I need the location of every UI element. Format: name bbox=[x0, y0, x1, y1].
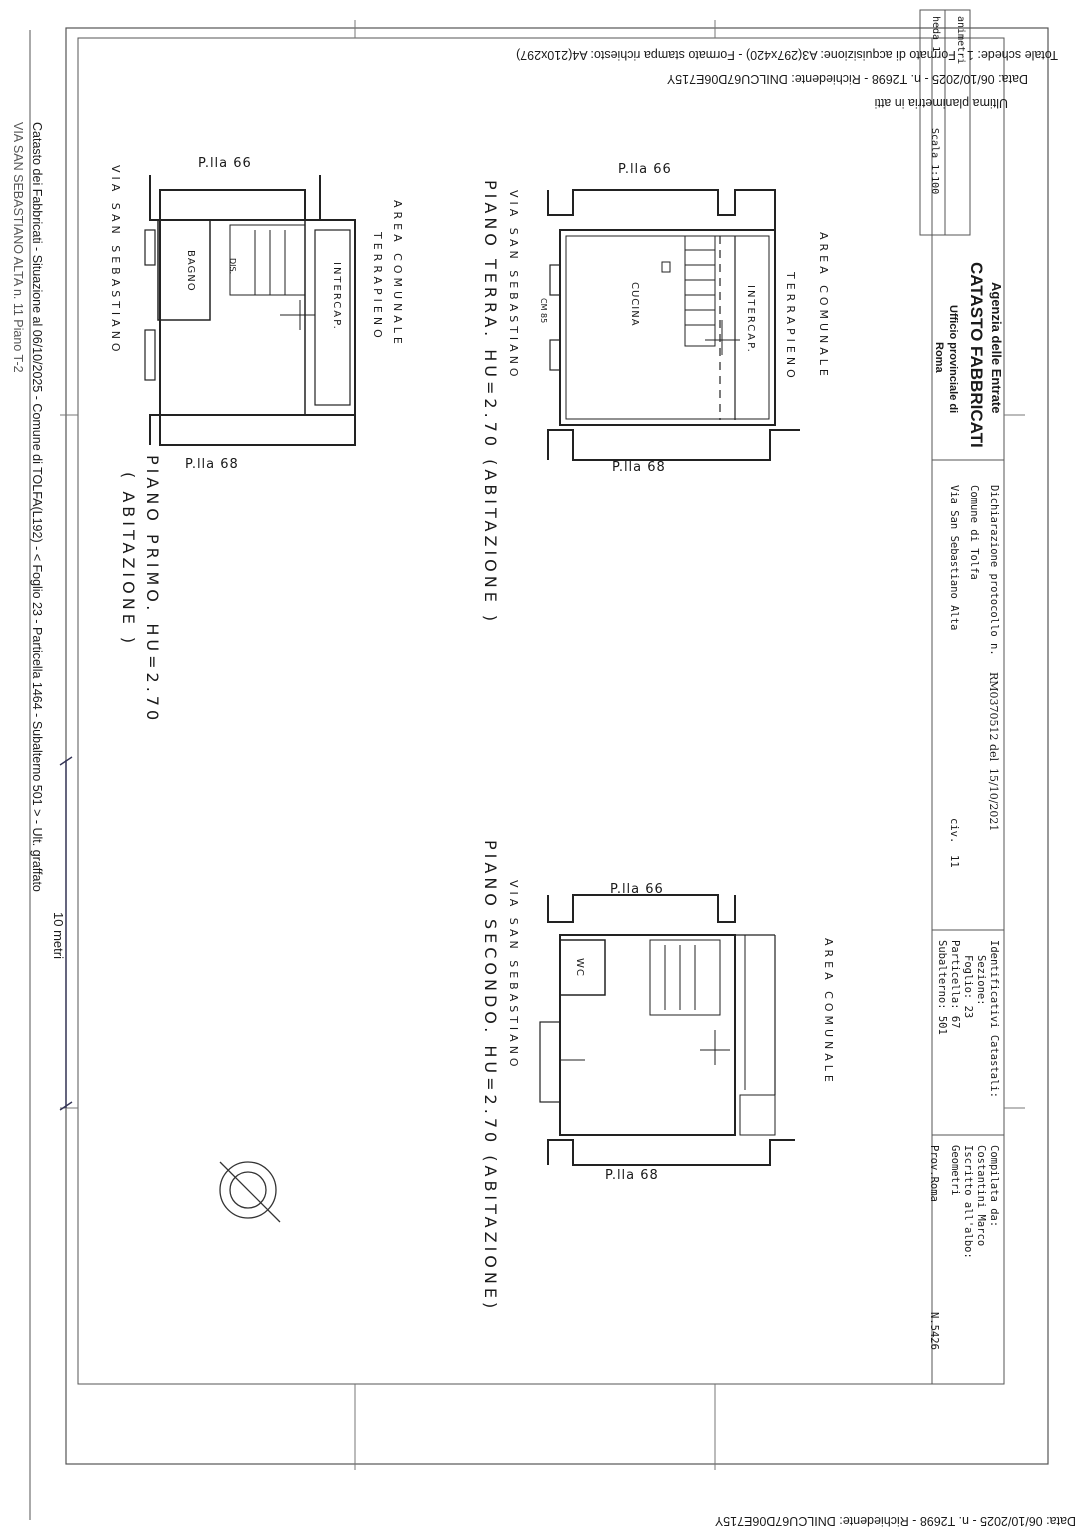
primo-street: VIA SAN SEBASTIANO bbox=[109, 165, 122, 356]
terra-street: VIA SAN SEBASTIANO bbox=[507, 190, 520, 381]
declaration-number: RM0370512 del bbox=[987, 672, 1000, 762]
compiled-prov: Prov.Roma bbox=[928, 1145, 940, 1202]
terra-sill: CM 85 bbox=[539, 298, 548, 324]
identifiers-foglio: Foglio: 23 bbox=[962, 955, 974, 1019]
primo-south-parcel: P.lla 68 bbox=[185, 457, 239, 472]
inner-frame bbox=[78, 38, 1004, 1384]
footer-date-line: Data: 06/10/2025 - n. T2698 - Richiedente: DNILCU67D06E715Y bbox=[714, 1514, 1076, 1528]
declaration-civ-label: civ. bbox=[948, 818, 960, 844]
header-last-plan: Ultima planimetria in atti bbox=[874, 96, 1008, 110]
terra-terrapieno: TERRAPIENO bbox=[784, 272, 797, 382]
primo-subtitle: ( ABITAZIONE ) bbox=[119, 472, 138, 648]
compiled-name: Costantini Marco bbox=[975, 1145, 987, 1247]
identifiers-sezione: Sezione: bbox=[975, 955, 987, 1006]
header-date-line: Data: 06/10/2025 - n. T2698 - Richiedente: DNILCU67D06E715Y bbox=[666, 72, 1028, 86]
header-totals-line: Totale schede: 1 - Formato di acquisizione: A3(297x420) - Formato stampa richiesto: A4(210x297) bbox=[516, 48, 1058, 62]
sheet-tab-scale: Scala 1:100 bbox=[929, 128, 940, 195]
north-arrow-icon bbox=[220, 1162, 280, 1222]
primo-terrapieno: TERRAPIENO bbox=[371, 232, 384, 342]
identifiers-title: Identificativi Catastali: bbox=[988, 940, 1000, 1099]
piano-secondo-plan bbox=[540, 895, 795, 1165]
compiled-number: N.5426 bbox=[928, 1312, 940, 1350]
outer-frame bbox=[66, 28, 1048, 1464]
secondo-north-parcel: P.lla 66 bbox=[610, 882, 664, 897]
terra-area: AREA COMUNALE bbox=[817, 232, 830, 380]
piano-terra-plan bbox=[548, 190, 800, 460]
agency-office: Ufficio provinciale di bbox=[947, 305, 959, 414]
declaration-address: Via San Sebastiano Alta bbox=[948, 485, 960, 631]
piano-primo-plan bbox=[145, 175, 355, 445]
declaration-date: 15/10/2021 bbox=[987, 768, 1000, 832]
compiled-albo: Geometri bbox=[949, 1145, 961, 1196]
footer-address-cut: VIA SAN SEBASTIANO ALTA n. 11 Piano T-2 bbox=[11, 122, 25, 373]
secondo-area: AREA COMUNALE bbox=[822, 938, 835, 1086]
primo-room: BAGNO bbox=[185, 250, 196, 292]
terra-north-parcel: P.lla 66 bbox=[618, 162, 672, 177]
primo-area: AREA COMUNALE bbox=[391, 200, 404, 348]
agency-name: Agenzia delle Entrate bbox=[989, 282, 1004, 414]
sheet-tab-planimetri: animetri bbox=[955, 16, 966, 65]
secondo-title: PIANO SECONDO. HU=2.70 (ABITAZIONE) bbox=[481, 840, 500, 1313]
registration-marks bbox=[60, 20, 1025, 1470]
primo-intercap: INTERCAP. bbox=[331, 262, 342, 331]
declaration-label: Dichiarazione protocollo n. bbox=[988, 485, 1000, 656]
terra-title: PIANO TERRA. HU=2.70 (ABITAZIONE ) bbox=[481, 180, 500, 626]
secondo-south-parcel: P.lla 68 bbox=[605, 1168, 659, 1183]
compiled-iscritto: Iscritto all'albo: bbox=[962, 1145, 974, 1259]
identifiers-subalterno: Subalterno: 501 bbox=[936, 940, 948, 1035]
declaration-civ: 11 bbox=[948, 855, 960, 868]
declaration-comune: Comune di Tolfa bbox=[968, 485, 980, 580]
scale-bar-label: 10 metri bbox=[51, 912, 66, 959]
primo-north-parcel: P.lla 66 bbox=[198, 156, 252, 171]
primo-dis: DIS. bbox=[228, 258, 237, 275]
compiled-title: Compilata da: bbox=[988, 1145, 1000, 1228]
terra-intercap: INTERCAP. bbox=[745, 285, 756, 354]
agency-city: Roma bbox=[933, 342, 945, 373]
footer-situation: Catasto dei Fabbricati - Situazione al 06/10/2025 - Comune di TOLFA(L192) - < Foglio 23 - Particella 1464 - Subalterno 501 > - Ult. graffato bbox=[30, 122, 44, 892]
sheet-tab-scheda: heda 1 bbox=[930, 16, 941, 53]
agency-catasto: CATASTO FABBRICATI bbox=[967, 262, 986, 448]
terra-room: CUCINA bbox=[629, 282, 640, 327]
identifiers-particella: Particella: 67 bbox=[949, 940, 961, 1029]
terra-south-parcel: P.lla 68 bbox=[612, 460, 666, 475]
secondo-room: WC bbox=[574, 958, 585, 977]
secondo-street: VIA SAN SEBASTIANO bbox=[507, 880, 520, 1071]
primo-title: PIANO PRIMO. HU=2.70 bbox=[143, 455, 162, 725]
